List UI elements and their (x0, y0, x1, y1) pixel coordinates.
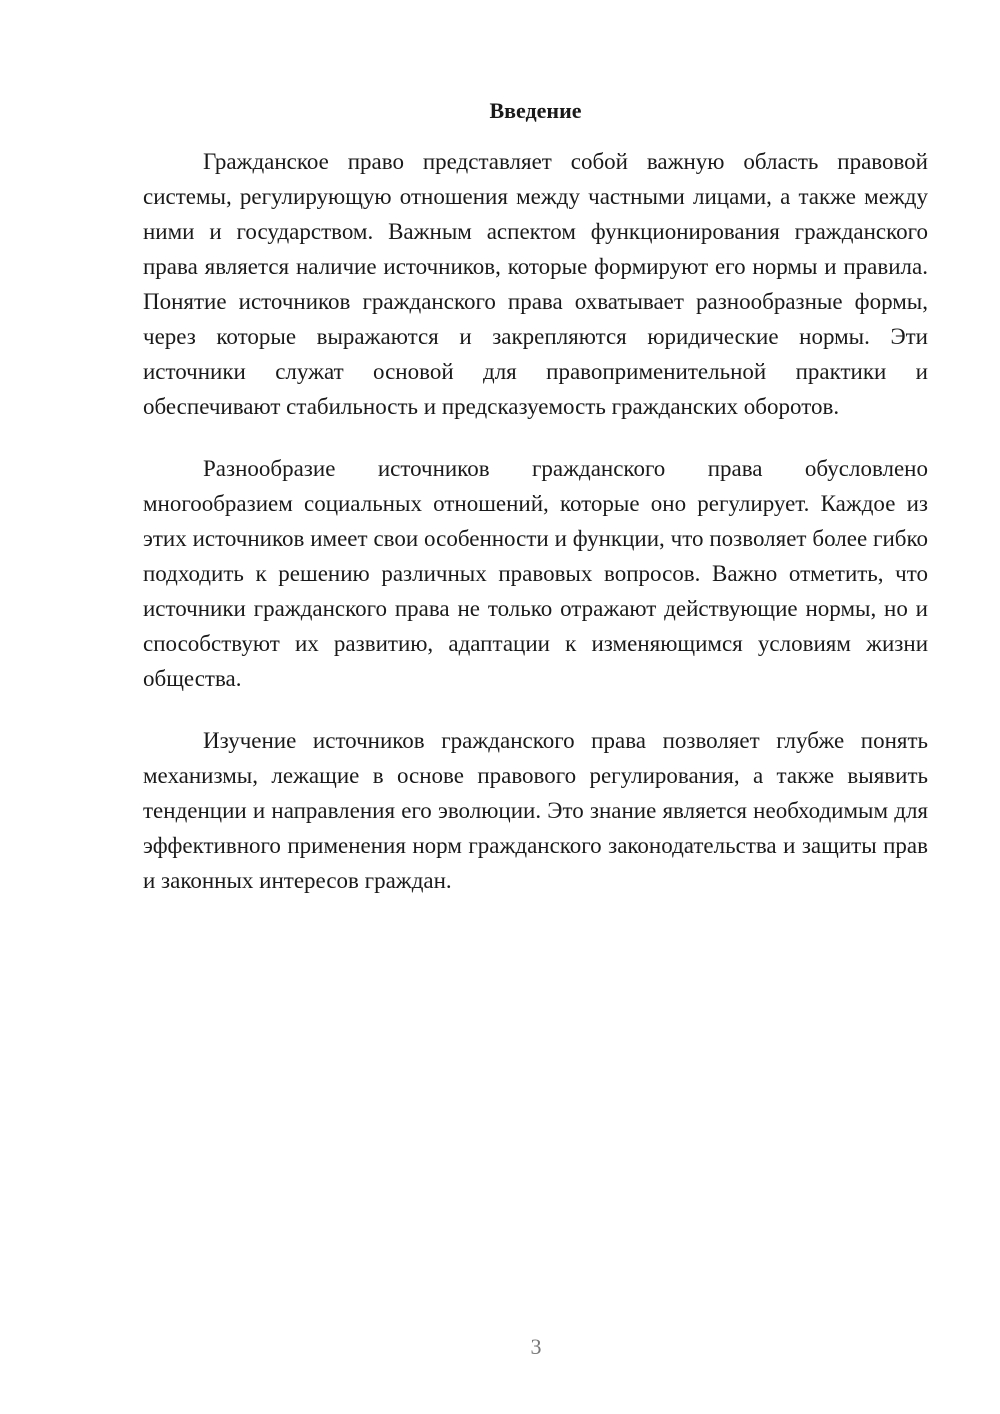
paragraph-3: Изучение источников гражданского права позволяет глубже понять механизмы, лежащие в основе правового регулирования, а также выявить тенденции и направления его эволюции. Это знание является необходимым для эффективного применения норм гражданского законодательства и защиты прав и законных интересов граждан. (143, 728, 928, 893)
page-body (143, 96, 928, 925)
paragraph-2: Разнообразие источников гражданского права обусловлено многообразием социальных отношений, которые оно регулирует. Каждое из этих источников имеет свои особенности и функции, что позволяет более гибко подходить к решению различных правовых вопросов. Важно отметить, что источники гражданского права не только отражают действующие нормы, но и способствуют их развитию, адаптации к изменяющимся условиям жизни общества. (143, 456, 928, 691)
section-heading: Введение (489, 98, 582, 123)
page-number: 3 (530, 1334, 542, 1359)
paragraph-1: Гражданское право представляет собой важную область правовой системы, регулирующую отношения между частными лицами, а также между ними и государством. Важным аспектом функционирования гражданского права является наличие источников, которые формируют его нормы и правила. Понятие источников гражданского права охватывает разнообразные формы, через которые выражаются и закрепляются юридические нормы. Эти источники служат основой для правоприменительной практики и обеспечивают стабильность и предсказуемость гражданских оборотов. (143, 149, 928, 419)
